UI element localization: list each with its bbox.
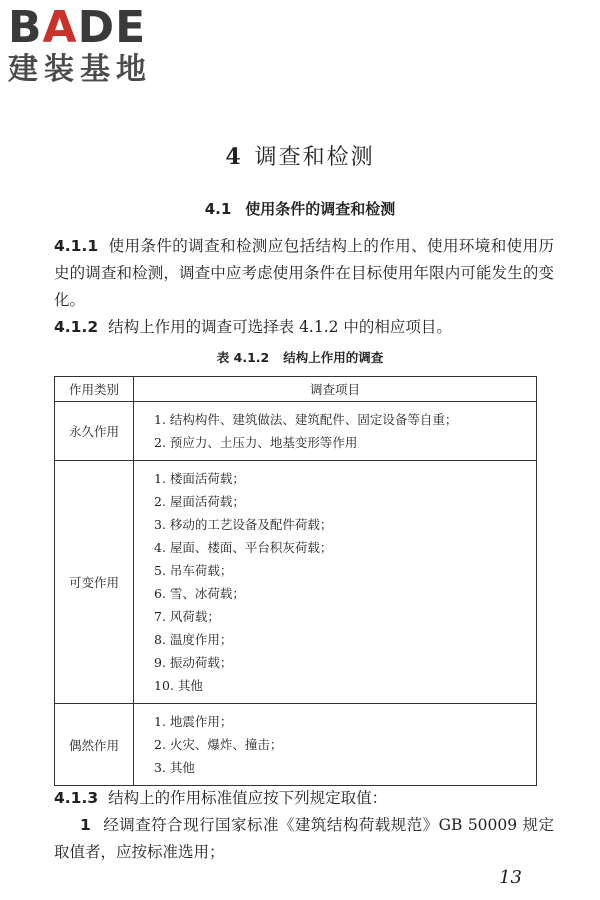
section-title bbox=[0, 198, 600, 219]
list-item: 8. 温度作用； bbox=[154, 632, 233, 647]
list-item: 3. 移动的工艺设备及配件荷载； bbox=[154, 517, 333, 532]
table-row bbox=[55, 402, 537, 461]
header-items: 调查项目 bbox=[134, 377, 537, 402]
list-item: 1. 结构构件、建筑做法、建筑配件、固定设备等自重； bbox=[154, 412, 458, 427]
table-title-text: 结构上作用的调查 bbox=[283, 350, 384, 365]
logo-accent-letter: A bbox=[42, 2, 78, 53]
list-item: 5. 吊车荷载； bbox=[154, 563, 233, 578]
list-item: 6. 雪、冰荷载； bbox=[154, 586, 245, 601]
chapter-title bbox=[0, 140, 600, 171]
table-number: 表 4.1.2 bbox=[216, 350, 270, 365]
logo-wordmark: BADE bbox=[8, 2, 147, 53]
clause-number: 4.1.3 bbox=[54, 789, 99, 807]
items-cell bbox=[134, 402, 537, 461]
clause-4-1-2 bbox=[54, 314, 554, 341]
list-item: 10. 其他 bbox=[154, 678, 203, 693]
header-category: 作用类别 bbox=[55, 377, 134, 402]
list-item: 1. 楼面活荷载； bbox=[154, 471, 245, 486]
clause-item-1 bbox=[54, 812, 554, 866]
chapter-number: 4 bbox=[225, 144, 243, 170]
items-cell bbox=[134, 461, 537, 704]
chapter-title-text: 调查和检测 bbox=[254, 145, 375, 170]
clause-number: 4.1.2 bbox=[54, 318, 99, 336]
page-number: 13 bbox=[499, 867, 522, 888]
category-cell: 永久作用 bbox=[55, 402, 134, 461]
clause-text: 结构上作用的调查可选择表 4.1.2 中的相应项目。 bbox=[108, 318, 452, 336]
item-number: 1 bbox=[80, 816, 91, 834]
list-item: 1. 地震作用； bbox=[154, 714, 233, 729]
table-header-row bbox=[55, 377, 537, 402]
brand-logo bbox=[8, 2, 178, 88]
table-row bbox=[55, 461, 537, 704]
table-caption bbox=[0, 348, 600, 366]
logo-chinese-name: 建装基地 bbox=[8, 52, 152, 87]
clause-text: 使用条件的调查和检测应包括结构上的作用、使用环境和使用历史的调查和检测，调查中应考虑使用条件在目标使用年限内可能发生的变化。 bbox=[54, 237, 554, 309]
items-cell bbox=[134, 704, 537, 786]
list-item: 4. 屋面、楼面、平台积灰荷载； bbox=[154, 540, 333, 555]
item-text: 经调查符合现行国家标准《建筑结构荷载规范》GB 50009 规定取值者，应按标准选用； bbox=[54, 816, 554, 861]
clause-number: 4.1.1 bbox=[54, 237, 99, 255]
list-item: 2. 预应力、土压力、地基变形等作用 bbox=[154, 435, 358, 450]
list-item: 9. 振动荷载； bbox=[154, 655, 233, 670]
clause-4-1-1 bbox=[54, 233, 554, 314]
category-cell: 偶然作用 bbox=[55, 704, 134, 786]
list-item: 2. 屋面活荷载； bbox=[154, 494, 245, 509]
section-number: 4.1 bbox=[204, 200, 232, 218]
clause-4-1-3 bbox=[54, 785, 554, 812]
category-cell: 可变作用 bbox=[55, 461, 134, 704]
list-item: 2. 火灾、爆炸、撞击； bbox=[154, 737, 283, 752]
section-title-text: 使用条件的调查和检测 bbox=[245, 200, 396, 218]
action-survey-table bbox=[54, 376, 537, 786]
list-item: 3. 其他 bbox=[154, 760, 195, 775]
clause-text: 结构上的作用标准值应按下列规定取值： bbox=[108, 789, 388, 807]
table-row bbox=[55, 704, 537, 786]
list-item: 7. 风荷载； bbox=[154, 609, 220, 624]
